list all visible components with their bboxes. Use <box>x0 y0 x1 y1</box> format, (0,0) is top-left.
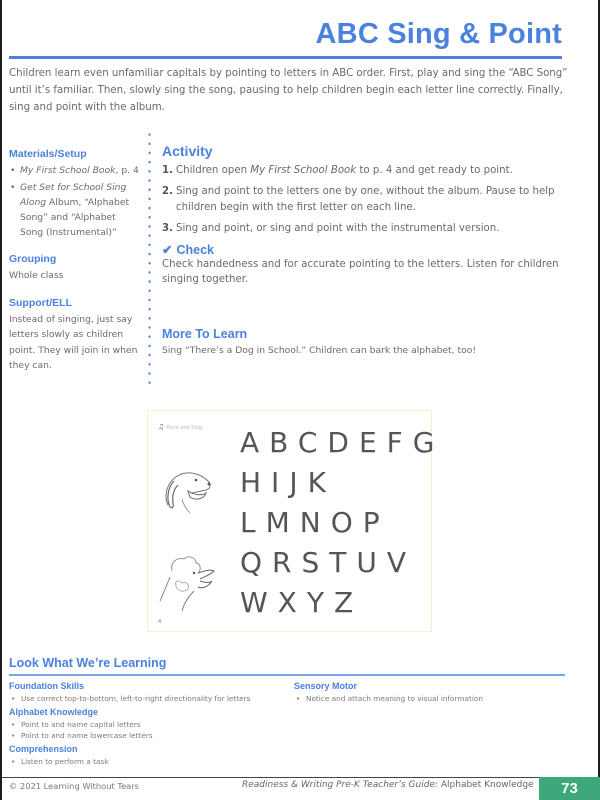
support-heading: Support/ELL <box>9 296 72 309</box>
activity-heading: Activity <box>162 143 213 159</box>
inset-page-number: 4 <box>158 619 162 625</box>
skill-heading: Sensory Motor <box>294 681 358 691</box>
footer-divider <box>2 777 598 778</box>
step-number: 1. <box>162 165 173 176</box>
materials-section <box>9 148 139 240</box>
step-text-post: to p. 4 and get ready to point. <box>356 165 513 176</box>
letter-row: WXYZ <box>240 586 364 619</box>
step-text: Sing and point, or sing and point with the instrumental version. <box>176 223 500 234</box>
step-text <box>176 163 513 179</box>
main-content <box>162 143 582 358</box>
learning-section <box>9 656 565 767</box>
guide-title-italic: Readiness & Writing Pre-K Teacher’s Guide: <box>242 780 439 790</box>
materials-item <box>9 163 139 178</box>
materials-item <box>9 180 139 240</box>
skill-item: • Notice and attach meaning to visual information <box>294 693 564 705</box>
skill-item: • Listen to perform a task <box>9 756 294 768</box>
step-number: 2. <box>162 186 173 197</box>
skill-heading: Alphabet Knowledge <box>9 706 99 717</box>
learning-divider <box>9 674 565 676</box>
check-heading-label: Check <box>176 243 215 257</box>
item-text: , p. 4 <box>115 165 139 176</box>
letter-row: HIJK <box>240 466 336 499</box>
step-text: Sing and point to the letters one by one, without the album. Pause to help children begin with the first letter on each line. <box>176 186 555 213</box>
dog-illustration-icon <box>158 463 216 521</box>
title-divider <box>9 56 562 59</box>
alphabet-rows <box>240 423 445 623</box>
guide-title-plain: Alphabet Knowledge <box>438 780 534 790</box>
grouping-section <box>9 253 139 284</box>
grouping-heading: Grouping <box>9 253 57 265</box>
guide-title <box>242 780 534 790</box>
letter-row: ABCDEFG <box>240 426 445 459</box>
intro-paragraph: Children learn even unfamiliar capitals by pointing to letters in ABC order. First, play and sing the “ABC Song” until it’s familiar. Then, slowly sing the song, pausing to help children begin each letter line correctly. Finally, sing and point with the album. <box>9 68 568 113</box>
page-number: 73 <box>539 777 600 800</box>
inset-label <box>158 423 202 431</box>
learning-column-1 <box>9 679 294 767</box>
activity-step <box>162 163 582 179</box>
sidebar <box>9 148 139 387</box>
item-italic: My First School Book <box>20 165 116 176</box>
learning-title: Look What We’re Learning <box>9 656 167 670</box>
activity-step <box>162 184 582 216</box>
inset-label-text: Point and Sing <box>166 425 203 431</box>
more-to-learn-text: Sing “There’s a Dog in School.” Children can bark the alphabet, too! <box>162 345 477 356</box>
workbook-page-image <box>147 410 445 632</box>
grouping-text: Whole class <box>9 270 64 281</box>
activity-step <box>162 221 582 237</box>
skill-item: • Use correct top-to-bottom, left-to-right directionality for letters <box>9 693 294 705</box>
checkmark-icon: ✔ <box>162 243 173 257</box>
support-section <box>9 297 139 374</box>
step-number: 3. <box>162 223 173 234</box>
item-italic: Get Set for School Sing Along <box>20 182 127 208</box>
support-text: Instead of singing, just say letters slowly as children point. They will join in when they can. <box>9 313 138 371</box>
check-text: Check handedness and for accurate pointing to the letters. Listen for children singing together. <box>162 259 559 285</box>
more-to-learn-heading: More To Learn <box>162 327 248 341</box>
letter-row: LMNOP <box>240 506 390 539</box>
materials-heading: Materials/Setup <box>9 148 87 160</box>
page-title: ABC Sing & Point <box>315 18 562 50</box>
skill-item: • Point to and name lowercase letters <box>9 730 294 742</box>
item-text: Album, “Alphabet Song” and “Alphabet Song (Instrumental)” <box>20 197 130 238</box>
poodle-illustration-icon <box>158 551 218 613</box>
step-text-pre: Children open <box>176 165 251 176</box>
step-text-italic: My First School Book <box>250 165 357 176</box>
skill-heading: Comprehension <box>9 743 78 754</box>
copyright: © 2021 Learning Without Tears <box>9 781 139 791</box>
learning-column-2 <box>294 679 564 767</box>
music-note-icon: ♫ <box>158 423 165 431</box>
check-heading <box>162 242 582 257</box>
skill-heading: Foundation Skills <box>9 681 85 691</box>
dotted-divider <box>148 130 151 385</box>
letter-row: QRSTUV <box>240 546 417 579</box>
skill-item: • Point to and name capital letters <box>9 719 294 731</box>
activity-steps <box>162 163 582 237</box>
